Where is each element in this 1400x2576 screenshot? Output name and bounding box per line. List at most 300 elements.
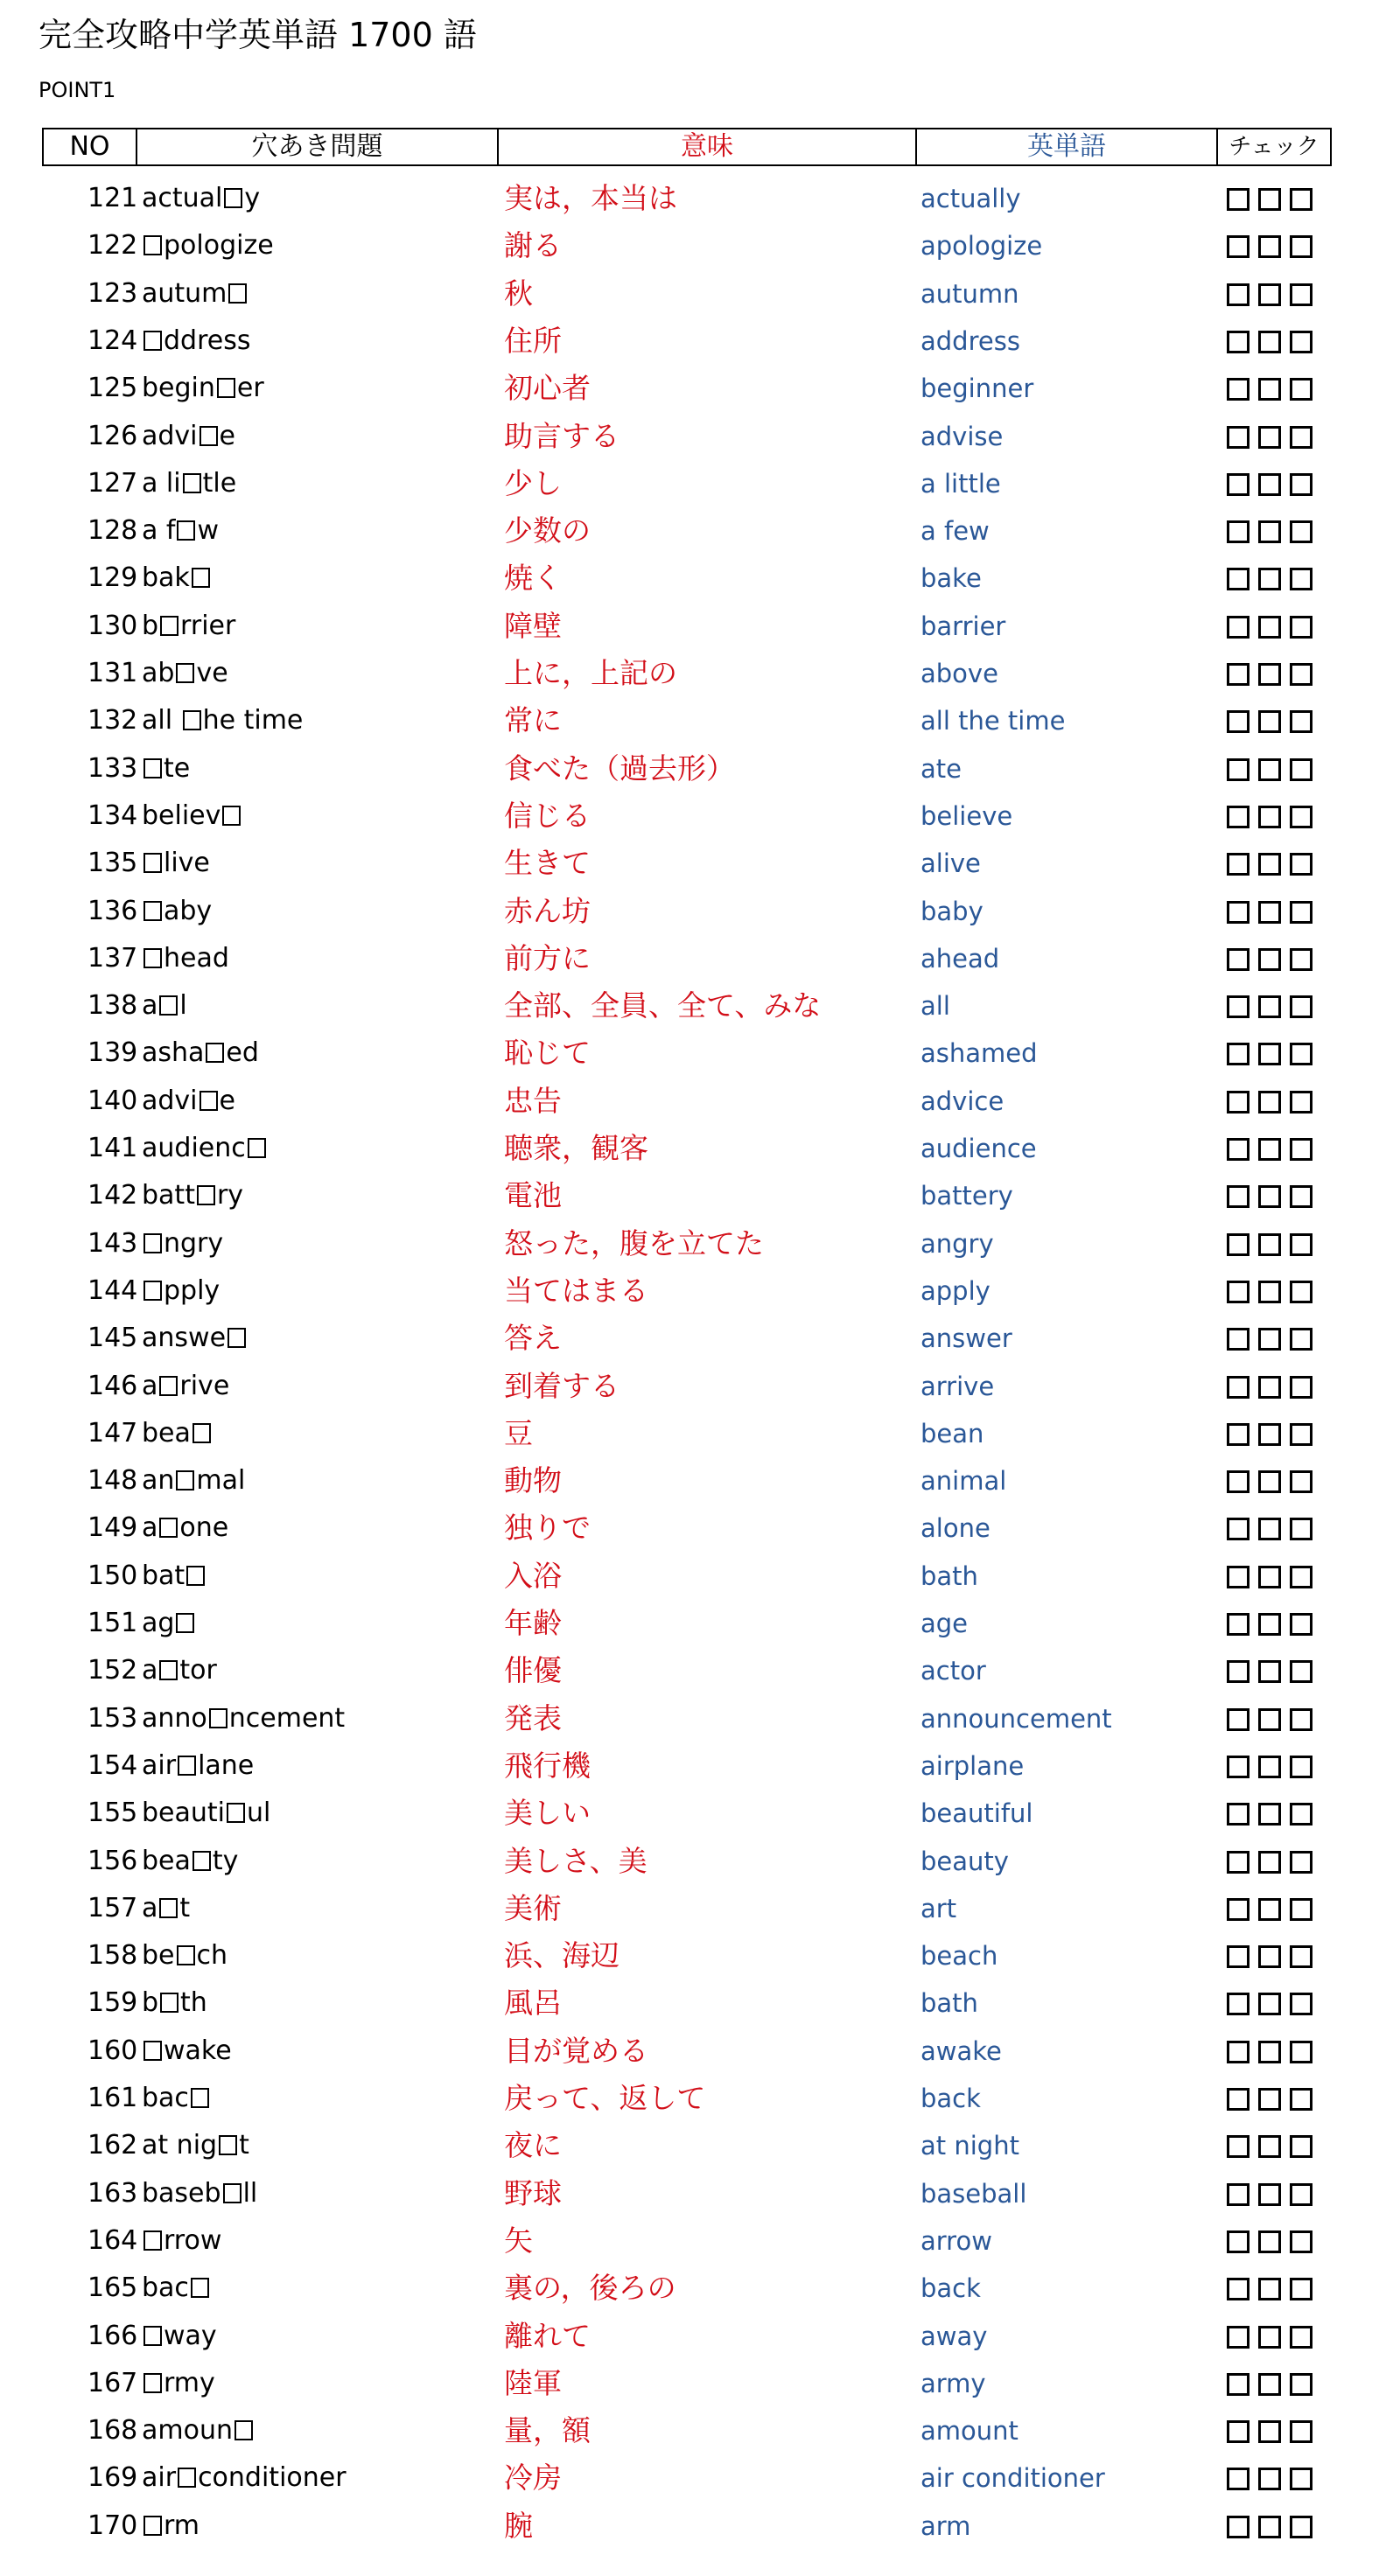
blank-box	[178, 2468, 196, 2488]
meaning-text: 恥じて	[504, 1036, 591, 1071]
checkbox[interactable]	[1290, 2373, 1312, 2396]
checkbox[interactable]	[1227, 1518, 1250, 1540]
checkbox[interactable]	[1290, 283, 1312, 306]
checkbox[interactable]	[1290, 1613, 1312, 1636]
checkbox[interactable]	[1258, 2183, 1281, 2206]
checkbox[interactable]	[1290, 1423, 1312, 1446]
blank-box	[248, 1138, 266, 1158]
checkbox[interactable]	[1290, 616, 1312, 639]
blank-box	[144, 235, 162, 255]
checkbox[interactable]	[1258, 1376, 1281, 1399]
blank-box	[176, 1470, 194, 1490]
meaning-text: 冷房	[504, 2461, 562, 2496]
blank-question: aby	[142, 888, 212, 935]
checkbox[interactable]	[1258, 1518, 1281, 1540]
english-word: beach	[920, 1941, 998, 1972]
row-number: 158	[88, 1940, 138, 1972]
table-row	[0, 365, 1400, 412]
checkbox[interactable]	[1227, 901, 1250, 924]
checkbox[interactable]	[1290, 2278, 1312, 2300]
checkbox[interactable]	[1290, 520, 1312, 543]
blank-question: ag	[142, 1600, 196, 1647]
row-number: 162	[88, 2130, 138, 2161]
header-check: チェック	[1228, 134, 1320, 160]
checkbox[interactable]	[1258, 758, 1281, 781]
english-word: ashamed	[920, 1038, 1038, 1069]
header-question: 穴あき問題	[137, 129, 499, 164]
table-row	[0, 650, 1400, 697]
checkbox[interactable]	[1227, 520, 1250, 543]
blank-question: advi e	[142, 1085, 235, 1116]
checkbox[interactable]	[1290, 2088, 1312, 2111]
checkbox[interactable]	[1290, 948, 1312, 971]
checkbox[interactable]	[1227, 1756, 1250, 1778]
blank-box	[222, 806, 241, 826]
row-number: 138	[88, 990, 138, 1022]
english-word: bean	[920, 1418, 984, 1449]
english-word: apply	[920, 1275, 990, 1306]
blank-box	[177, 520, 195, 541]
blank-box	[217, 378, 235, 398]
row-number: 152	[88, 1655, 138, 1686]
checkbox[interactable]	[1227, 1376, 1250, 1399]
checkbox[interactable]	[1227, 1708, 1250, 1731]
blank-box	[191, 2088, 209, 2108]
checkbox[interactable]	[1258, 948, 1281, 971]
checkbox[interactable]	[1258, 1993, 1281, 2015]
checkbox[interactable]	[1290, 1185, 1312, 1208]
blank-question: bac	[142, 2075, 211, 2122]
checkbox[interactable]	[1227, 1281, 1250, 1303]
checkbox[interactable]	[1290, 426, 1312, 449]
english-word: back	[920, 2084, 981, 2113]
checkbox[interactable]	[1258, 2468, 1281, 2490]
checkbox[interactable]	[1290, 1470, 1312, 1493]
checkbox[interactable]	[1290, 1233, 1312, 1256]
checkbox[interactable]	[1290, 2326, 1312, 2349]
checkbox[interactable]	[1290, 853, 1312, 876]
checkbox[interactable]	[1290, 1376, 1312, 1399]
checkbox[interactable]	[1290, 188, 1312, 211]
row-number: 155	[88, 1798, 138, 1829]
checkbox[interactable]	[1258, 1281, 1281, 1303]
checkbox[interactable]	[1258, 1756, 1281, 1778]
checkbox[interactable]	[1227, 2183, 1250, 2206]
checkbox[interactable]	[1227, 1138, 1250, 1161]
table-row	[0, 2265, 1400, 2312]
blank-question: pologize	[142, 222, 274, 269]
checkbox[interactable]	[1227, 1803, 1250, 1826]
checkbox[interactable]	[1227, 426, 1250, 449]
checkbox[interactable]	[1227, 2135, 1250, 2158]
checkbox[interactable]	[1227, 1613, 1250, 1636]
checkbox[interactable]	[1258, 2516, 1281, 2538]
checkbox[interactable]	[1227, 2278, 1250, 2300]
checkbox[interactable]	[1258, 426, 1281, 449]
blank-question: head	[142, 935, 229, 982]
checkbox[interactable]	[1258, 1185, 1281, 1208]
checkbox[interactable]	[1258, 1423, 1281, 1446]
checkbox[interactable]	[1290, 1043, 1312, 1065]
checkbox[interactable]	[1258, 331, 1281, 353]
row-number: 140	[88, 1085, 138, 1116]
row-number: 165	[88, 2272, 138, 2304]
row-number: 123	[88, 277, 138, 309]
checkbox[interactable]	[1227, 283, 1250, 306]
english-word: air conditioner	[920, 2463, 1105, 2494]
meaning-text: 実は，本当は	[504, 181, 677, 215]
checkbox[interactable]	[1290, 1708, 1312, 1731]
checkbox[interactable]	[1258, 2230, 1281, 2253]
check-boxes	[1227, 1660, 1321, 1683]
checkbox[interactable]	[1227, 2373, 1250, 2396]
blank-box	[197, 1185, 215, 1205]
checkbox[interactable]	[1227, 1091, 1250, 1113]
blank-box	[227, 1803, 245, 1823]
check-boxes	[1227, 1518, 1321, 1540]
check-boxes	[1227, 1470, 1321, 1493]
checkbox[interactable]	[1290, 1091, 1312, 1113]
checkbox[interactable]	[1227, 1851, 1250, 1874]
checkbox[interactable]	[1258, 995, 1281, 1018]
check-boxes	[1227, 2326, 1321, 2349]
blank-question: live	[142, 840, 210, 887]
blank-question: believ	[142, 792, 242, 840]
check-boxes	[1227, 1945, 1321, 1968]
checkbox[interactable]	[1227, 710, 1250, 733]
english-word: arrive	[920, 1371, 995, 1401]
table-row	[0, 1457, 1400, 1504]
checkbox[interactable]	[1227, 663, 1250, 686]
checkbox[interactable]	[1290, 1945, 1312, 1968]
meaning-text: 前方に	[504, 940, 591, 975]
checkbox[interactable]	[1258, 2278, 1281, 2300]
checkbox[interactable]	[1290, 568, 1312, 590]
checkbox[interactable]	[1258, 710, 1281, 733]
blank-box	[159, 995, 178, 1016]
checkbox[interactable]	[1258, 1233, 1281, 1256]
checkbox[interactable]	[1258, 616, 1281, 639]
table-row	[0, 1790, 1400, 1837]
checkbox[interactable]	[1290, 995, 1312, 1018]
table-row	[0, 1410, 1400, 1457]
checkbox[interactable]	[1258, 1043, 1281, 1065]
english-word: army	[920, 2368, 986, 2398]
checkbox[interactable]	[1227, 2516, 1250, 2538]
meaning-text: 秋	[504, 276, 533, 311]
meaning-text: 矢	[504, 2223, 533, 2258]
checkbox[interactable]	[1258, 378, 1281, 401]
checkbox[interactable]	[1290, 1803, 1312, 1826]
checkbox[interactable]	[1290, 806, 1312, 828]
checkbox[interactable]	[1290, 1281, 1312, 1303]
table-row	[0, 2503, 1400, 2550]
checkbox[interactable]	[1227, 473, 1250, 496]
blank-box	[159, 1898, 178, 1918]
row-number: 153	[88, 1702, 138, 1734]
blank-question: pply	[142, 1267, 220, 1315]
meaning-text: 美しい	[504, 1796, 591, 1831]
checkbox[interactable]	[1258, 473, 1281, 496]
checkbox[interactable]	[1227, 1470, 1250, 1493]
checkbox[interactable]	[1290, 1851, 1312, 1874]
table-row	[0, 1742, 1400, 1790]
blank-question: a one	[142, 1512, 229, 1544]
checkbox[interactable]	[1227, 1945, 1250, 1968]
table-row	[0, 792, 1400, 840]
checkbox[interactable]	[1290, 758, 1312, 781]
checkbox[interactable]	[1290, 710, 1312, 733]
table-row	[0, 1363, 1400, 1410]
blank-box	[144, 1281, 162, 1301]
meaning-text: 電池	[504, 1178, 562, 1213]
meaning-text: 食べた（過去形）	[504, 750, 735, 785]
checkbox[interactable]	[1258, 1566, 1281, 1588]
meaning-text: 豆	[504, 1415, 533, 1450]
row-number: 136	[88, 895, 138, 926]
checkbox[interactable]	[1290, 901, 1312, 924]
meaning-text: 目が覚める	[504, 2033, 648, 2068]
meaning-text: 当てはまる	[504, 1273, 648, 1308]
checkbox[interactable]	[1258, 1660, 1281, 1683]
blank-question: bat	[142, 1553, 206, 1600]
meaning-text: 陸軍	[504, 2365, 562, 2400]
checkbox[interactable]	[1258, 2420, 1281, 2443]
table-row	[0, 1979, 1400, 2027]
table-row	[0, 2075, 1400, 2122]
table-row	[0, 2217, 1400, 2265]
row-number: 154	[88, 1749, 138, 1781]
blank-question: a l	[142, 990, 187, 1022]
checkbox[interactable]	[1290, 1328, 1312, 1351]
english-word: art	[920, 1893, 957, 1923]
blank-question: ab ve	[142, 658, 228, 688]
check-boxes	[1227, 1043, 1321, 1065]
blank-question: anno ncement	[142, 1702, 346, 1734]
check-boxes	[1227, 806, 1321, 828]
blank-question: a tor	[142, 1655, 217, 1686]
checkbox[interactable]	[1227, 2088, 1250, 2111]
row-number: 167	[88, 2367, 138, 2398]
checkbox[interactable]	[1227, 1043, 1250, 1065]
table-row	[0, 2407, 1400, 2454]
blank-question: air lane	[142, 1749, 255, 1781]
checkbox[interactable]	[1227, 235, 1250, 258]
checkbox[interactable]	[1258, 2135, 1281, 2158]
check-boxes	[1227, 283, 1321, 306]
checkbox[interactable]	[1227, 806, 1250, 828]
english-word: beginner	[920, 373, 1034, 404]
checkbox[interactable]	[1227, 1328, 1250, 1351]
checkbox[interactable]	[1258, 901, 1281, 924]
checkbox[interactable]	[1290, 235, 1312, 258]
checkbox[interactable]	[1258, 1708, 1281, 1731]
checkbox[interactable]	[1258, 1138, 1281, 1161]
blank-question: wake	[142, 2028, 232, 2075]
checkbox[interactable]	[1227, 2468, 1250, 2490]
checkbox[interactable]	[1290, 1518, 1312, 1540]
blank-box	[144, 2373, 162, 2393]
checkbox[interactable]	[1290, 1660, 1312, 1683]
table-row	[0, 270, 1400, 318]
checkbox[interactable]	[1227, 2041, 1250, 2063]
meaning-text: 量，額	[504, 2413, 591, 2448]
blank-question: a li tle	[142, 467, 237, 499]
english-word: ate	[920, 753, 962, 784]
checkbox[interactable]	[1258, 1851, 1281, 1874]
blank-question: at nig t	[142, 2130, 249, 2161]
row-number: 122	[88, 230, 138, 262]
blank-question: rmy	[142, 2360, 215, 2407]
english-word: beauty	[920, 1846, 1009, 1876]
checkbox[interactable]	[1290, 331, 1312, 353]
check-boxes	[1227, 2135, 1321, 2158]
checkbox[interactable]	[1258, 1803, 1281, 1826]
checkbox[interactable]	[1227, 568, 1250, 590]
checkbox[interactable]	[1290, 1138, 1312, 1161]
checkbox[interactable]	[1258, 663, 1281, 686]
checkbox[interactable]	[1290, 1993, 1312, 2015]
checkbox[interactable]	[1290, 2135, 1312, 2158]
english-word: a little	[920, 468, 1001, 499]
checkbox[interactable]	[1290, 2468, 1312, 2490]
english-word: address	[920, 325, 1020, 356]
checkbox[interactable]	[1290, 2516, 1312, 2538]
blank-box	[144, 2230, 162, 2251]
checkbox[interactable]	[1258, 1945, 1281, 1968]
checkbox[interactable]	[1258, 806, 1281, 828]
checkbox[interactable]	[1227, 995, 1250, 1018]
checkbox[interactable]	[1227, 1898, 1250, 1921]
checkbox[interactable]	[1258, 1470, 1281, 1493]
checkbox[interactable]	[1258, 235, 1281, 258]
checkbox[interactable]	[1227, 2230, 1250, 2253]
check-boxes	[1227, 2278, 1321, 2300]
checkbox[interactable]	[1290, 1566, 1312, 1588]
row-number: 132	[88, 705, 138, 736]
blank-box	[192, 1851, 211, 1871]
checkbox[interactable]	[1290, 2183, 1312, 2206]
table-row	[0, 1172, 1400, 1219]
checkbox[interactable]	[1227, 1660, 1250, 1683]
meaning-text: 離れて	[504, 2318, 591, 2353]
row-number: 135	[88, 848, 138, 879]
check-boxes	[1227, 2420, 1321, 2443]
check-boxes	[1227, 1138, 1321, 1161]
table-row	[0, 840, 1400, 887]
row-number: 161	[88, 2083, 138, 2113]
page-subtitle: POINT1	[38, 78, 116, 102]
checkbox[interactable]	[1290, 473, 1312, 496]
checkbox[interactable]	[1290, 2230, 1312, 2253]
blank-question: b th	[142, 1987, 207, 2019]
checkbox[interactable]	[1290, 2041, 1312, 2063]
blank-question: batt ry	[142, 1180, 244, 1211]
checkbox[interactable]	[1227, 1993, 1250, 2015]
checkbox[interactable]	[1258, 2373, 1281, 2396]
english-word: animal	[920, 1466, 1007, 1497]
table-row	[0, 1553, 1400, 1600]
checkbox[interactable]	[1258, 853, 1281, 876]
table-row	[0, 2313, 1400, 2360]
checkbox[interactable]	[1258, 520, 1281, 543]
row-number: 126	[88, 420, 138, 451]
checkbox[interactable]	[1227, 758, 1250, 781]
checkbox[interactable]	[1227, 616, 1250, 639]
blank-box	[219, 2135, 237, 2155]
blank-box	[160, 1993, 178, 2013]
check-boxes	[1227, 1185, 1321, 1208]
checkbox[interactable]	[1227, 331, 1250, 353]
checkbox[interactable]	[1258, 2088, 1281, 2111]
checkbox[interactable]	[1227, 1185, 1250, 1208]
checkbox[interactable]	[1227, 853, 1250, 876]
checkbox[interactable]	[1258, 2041, 1281, 2063]
checkbox[interactable]	[1227, 1423, 1250, 1446]
row-number: 139	[88, 1037, 138, 1069]
checkbox[interactable]	[1290, 2420, 1312, 2443]
checkbox[interactable]	[1290, 663, 1312, 686]
checkbox[interactable]	[1290, 1756, 1312, 1778]
checkbox[interactable]	[1258, 1091, 1281, 1113]
checkbox[interactable]	[1227, 1233, 1250, 1256]
table-row	[0, 2454, 1400, 2502]
table-row	[0, 318, 1400, 365]
checkbox[interactable]	[1258, 2326, 1281, 2349]
english-word: autumn	[920, 278, 1019, 309]
meaning-text: 裏の，後ろの	[504, 2271, 676, 2306]
meaning-text: 忠告	[504, 1083, 562, 1118]
checkbox[interactable]	[1227, 2420, 1250, 2443]
checkbox[interactable]	[1227, 188, 1250, 211]
blank-box	[209, 1708, 228, 1728]
checkbox[interactable]	[1290, 1898, 1312, 1921]
blank-question: asha ed	[142, 1037, 259, 1069]
english-word: ahead	[920, 943, 1000, 974]
table-row	[0, 2122, 1400, 2169]
checkbox[interactable]	[1290, 378, 1312, 401]
meaning-text: 独りで	[504, 1511, 591, 1546]
english-word: bath	[920, 1988, 978, 2019]
checkbox[interactable]	[1258, 283, 1281, 306]
row-number: 141	[88, 1133, 138, 1163]
blank-question: bak	[142, 555, 212, 602]
checkbox[interactable]	[1227, 378, 1250, 401]
checkbox[interactable]	[1258, 1898, 1281, 1921]
table-row	[0, 1647, 1400, 1694]
checkbox[interactable]	[1227, 2326, 1250, 2349]
checkbox[interactable]	[1258, 188, 1281, 211]
checkbox[interactable]	[1258, 1328, 1281, 1351]
meaning-text: 美術	[504, 1890, 562, 1925]
row-number: 133	[88, 752, 138, 784]
checkbox[interactable]	[1227, 948, 1250, 971]
row-number: 146	[88, 1370, 138, 1401]
table-row	[0, 413, 1400, 460]
table-row	[0, 555, 1400, 602]
meaning-text: 聴衆，観客	[504, 1131, 648, 1165]
blank-box	[176, 663, 194, 683]
blank-box	[228, 283, 247, 304]
check-boxes	[1227, 1423, 1321, 1446]
english-word: barrier	[920, 611, 1006, 641]
check-boxes	[1227, 2468, 1321, 2490]
row-number: 131	[88, 658, 138, 688]
checkbox[interactable]	[1258, 1613, 1281, 1636]
table-row	[0, 1220, 1400, 1267]
checkbox[interactable]	[1258, 568, 1281, 590]
checkbox[interactable]	[1227, 1566, 1250, 1588]
